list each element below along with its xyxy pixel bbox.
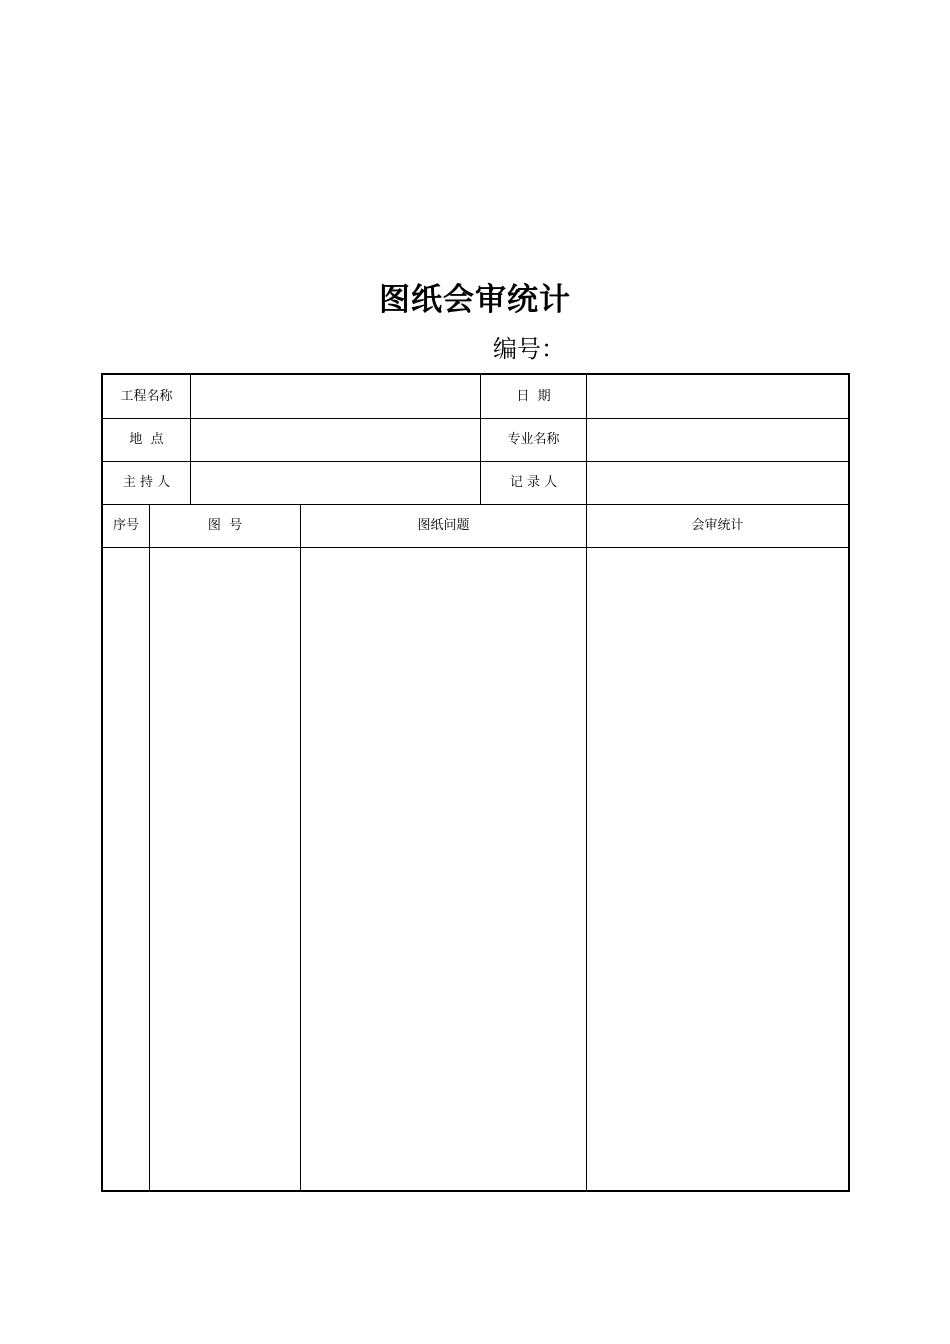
recorder-value[interactable] (587, 462, 848, 504)
host-label: 主 持 人 (122, 475, 171, 490)
location-value[interactable] (191, 419, 480, 461)
project-name-label: 工程名称 (120, 388, 173, 404)
host-value[interactable] (191, 462, 480, 504)
header-drawing-issue: 图纸问题 (417, 518, 470, 533)
recorder-label: 记 录 人 (509, 475, 558, 490)
code-label: 编号： (493, 335, 565, 363)
header-drawing-number: 图 号 (207, 518, 243, 533)
list-body-serial-column[interactable] (103, 548, 149, 1190)
review-form-table (101, 373, 850, 1192)
location-label: 地 点 (129, 432, 164, 447)
page-title: 图纸会审统计 (379, 282, 571, 318)
discipline-label: 专业名称 (507, 432, 560, 447)
header-serial-number: 序号 (112, 518, 139, 533)
list-body-drawing-number-column[interactable] (150, 548, 300, 1190)
list-body-drawing-issue-column[interactable] (301, 548, 586, 1190)
project-name-value[interactable] (191, 375, 480, 418)
discipline-value[interactable] (587, 419, 848, 461)
date-label: 日 期 (516, 388, 551, 404)
date-value[interactable] (587, 375, 848, 418)
header-review-statistics: 会审统计 (691, 518, 744, 533)
list-body-review-statistics-column[interactable] (587, 548, 848, 1190)
